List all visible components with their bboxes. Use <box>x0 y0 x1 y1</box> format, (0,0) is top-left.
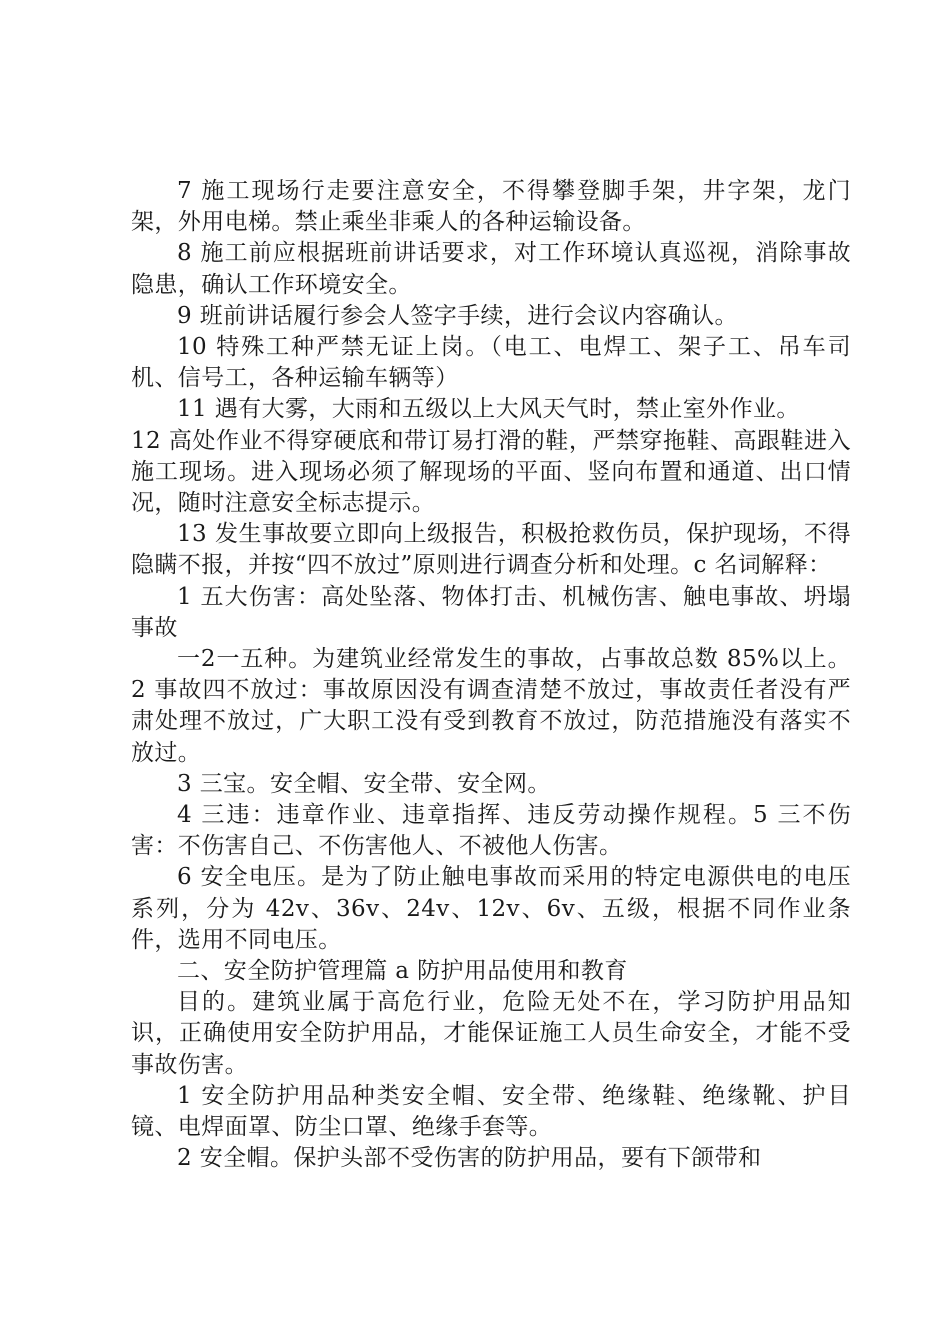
paragraph-protective-gear-types: 1 安全防护用品种类安全帽、安全带、绝缘鞋、绝缘靴、护目镜、电焊面罩、防尘口罩、绝缘手套等。 <box>131 1082 851 1141</box>
paragraph-7: 7 施工现场行走要注意安全，不得攀登脚手架，井字架，龙门架，外用电梯。禁止乘坐非乘人的各种运输设备。 <box>131 178 851 236</box>
section-heading-protection: 二、安全防护管理篇 a 防护用品使用和教育 <box>177 958 628 985</box>
definition-three-violations: 4 三违：违章作业、违章指挥、违反劳动操作规程。5 三不伤害：不伤害自己、不伤害他人、不被他人伤害。 <box>131 802 851 860</box>
paragraph-9: 9 班前讲话履行参会人签字手续，进行会议内容确认。 <box>177 302 738 329</box>
definition-four-not-let-go: 一2一五种。为建筑业经常发生的事故，占事故总数 85%以上。2 事故四不放过：事故原因没有调查清楚不放过，事故责任者没有严肃处理不放过，广大职工没有受到教育不放过，防范措施没有落实不放过。 <box>131 646 851 766</box>
paragraph-purpose: 目的。建筑业属于高危行业，危险无处不在，学习防护用品知识，正确使用安全防护用品，才能保证施工人员生命安全，才能不受事故伤害。 <box>131 989 851 1078</box>
paragraph-10: 10 特殊工种严禁无证上岗。（电工、电焊工、架子工、吊车司机、信号工，各种运输车辆等） <box>131 334 851 392</box>
paragraph-8: 8 施工前应根据班前讲话要求，对工作环境认真巡视，消除事故隐患，确认工作环境安全。 <box>131 240 851 298</box>
definition-safety-voltage: 6 安全电压。是为了防止触电事故而采用的特定电源供电的电压系列，分为 42v、36v、24v、12v、6v、五级，根据不同作业条件，选用不同电压。 <box>131 864 851 953</box>
document-body <box>131 176 851 1175</box>
paragraph-12: 12 高处作业不得穿硬底和带订易打滑的鞋，严禁穿拖鞋、高跟鞋进入施工现场。进入现场必须了解现场的平面、竖向布置和通道、出口情况，随时注意安全标志提示。 <box>131 427 851 517</box>
paragraph-safety-helmet: 2 安全帽。保护头部不受伤害的防护用品，要有下颌带和 <box>177 1145 762 1172</box>
definition-five-injuries: 1 五大伤害：高处坠落、物体打击、机械伤害、触电事故、坍塌事故 <box>131 583 851 641</box>
paragraph-11: 11 遇有大雾，大雨和五级以上大风天气时，禁止室外作业。 <box>177 396 800 423</box>
paragraph-13: 13 发生事故要立即向上级报告，积极抢救伤员，保护现场，不得隐瞒不报，并按“四不放过”原则进行调查分析和处理。c 名词解释： <box>131 521 851 579</box>
definition-three-treasures: 3 三宝。安全帽、安全带、安全网。 <box>177 770 551 797</box>
